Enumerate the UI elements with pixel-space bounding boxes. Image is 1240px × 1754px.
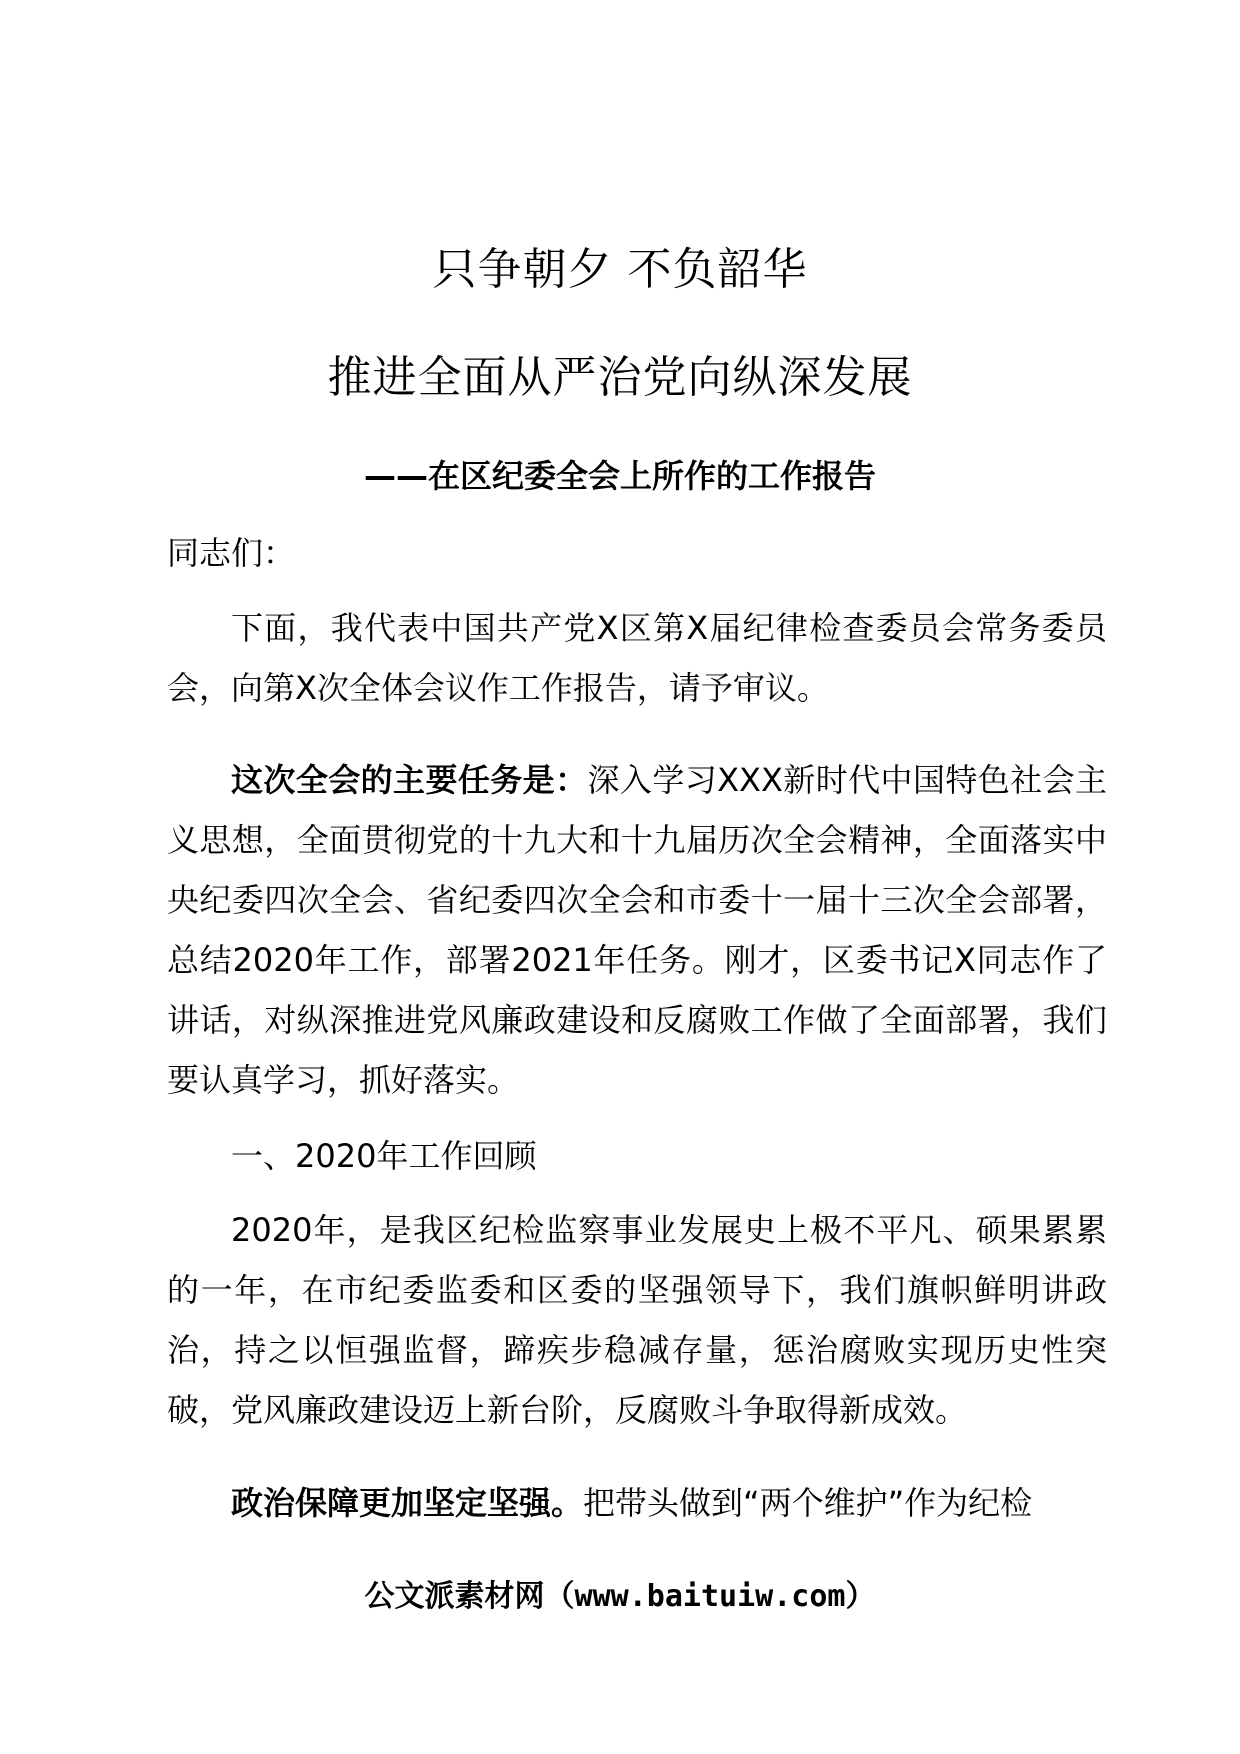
paragraph-political-guarantee-lead: 政治保障更加坚定坚强。 xyxy=(231,1484,584,1522)
title-line-1: 只争朝夕 不负韶华 xyxy=(432,244,808,295)
paragraph-review: 2020年，是我区纪检监察事业发展史上极不平凡、硕果累累的一年，在市纪委监委和区委的坚强领导下，我们旗帜鲜明讲政治，持之以恒强监督，蹄疾步稳减存量，惩治腐败实现历史性突破，党风廉政建设迈上新台阶，反腐败斗争取得新成效。 xyxy=(167,1211,1107,1429)
greeting: 同志们： xyxy=(167,534,296,572)
title-line-2: 推进全面从严治党向纵深发展 xyxy=(327,352,913,403)
paragraph-political-guarantee xyxy=(167,1473,1107,1533)
footer-source: 公文派素材网（www.baituiw.com） xyxy=(364,1579,876,1614)
paragraph-main-tasks xyxy=(167,750,1107,1110)
section-heading: 一、2020年工作回顾 xyxy=(231,1137,537,1175)
paragraph-political-guarantee-text: 把带头做到“两个维护”作为纪检 xyxy=(583,1484,1033,1522)
paragraph-main-tasks-text: 深入学习XXX新时代中国特色社会主义思想，全面贯彻党的十九大和十九届历次全会精神，全面落实中央纪委四次全会、省纪委四次全会和市委十一届十三次全会部署，总结2020年工作，部署2021年任务。刚才，区委书记X同志作了讲话，对纵深推进党风廉政建设和反腐败工作做了全面部署，我们要认真学习，抓好落实。 xyxy=(167,761,1107,1099)
subtitle: ——在区纪委全会上所作的工作报告 xyxy=(363,457,876,495)
paragraph-main-tasks-lead: 这次全会的主要任务是： xyxy=(231,761,588,799)
paragraph-intro: 下面，我代表中国共产党X区第X届纪律检查委员会常务委员会，向第X次全体会议作工作报告，请予审议。 xyxy=(167,609,1107,707)
